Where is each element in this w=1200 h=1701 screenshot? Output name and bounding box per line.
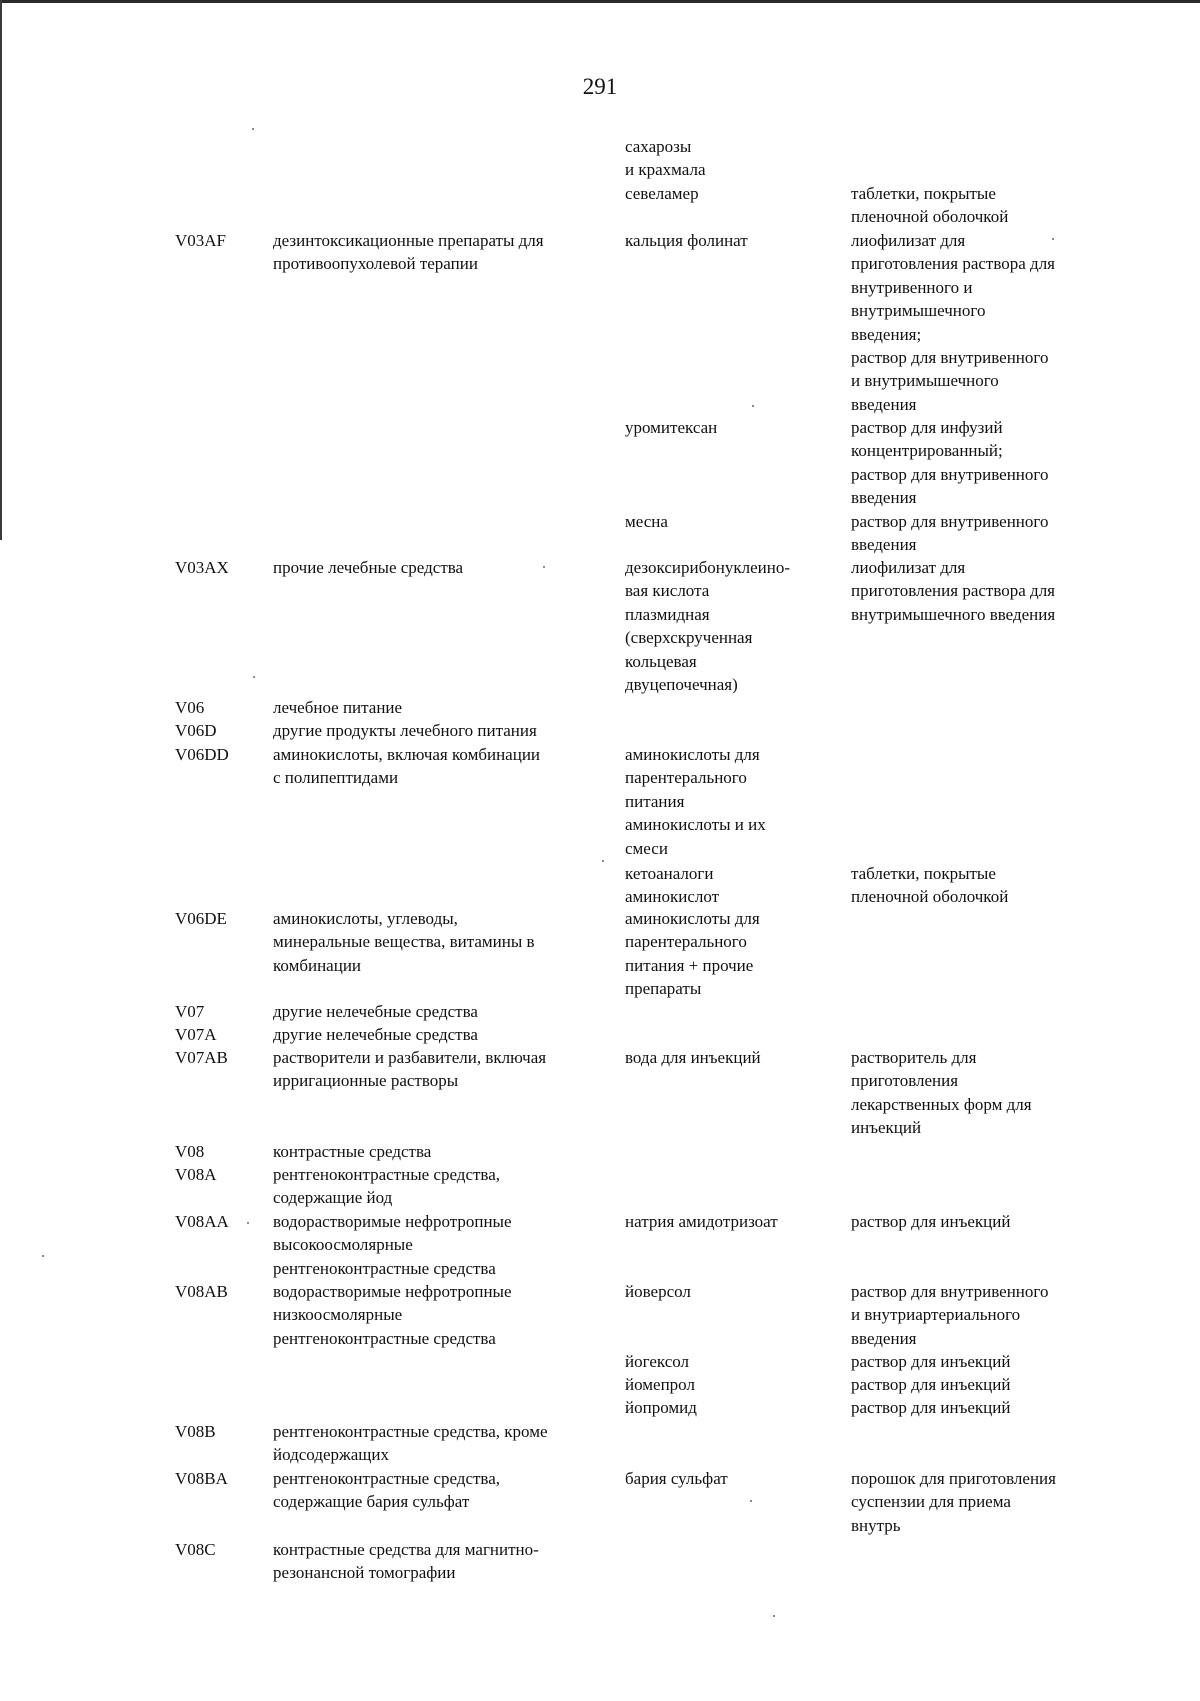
- dosage-form: раствор для внутривенного введения: [851, 512, 1049, 555]
- atc-code: V08AA: [175, 1212, 229, 1231]
- atc-code: V08BA: [175, 1469, 228, 1488]
- drug-name: уромитексан: [625, 418, 718, 437]
- dosage-form: раствор для инъекций: [851, 1398, 1011, 1417]
- anatomical-therapeutic-group: дезинтоксикационные препараты для противоопухолевой терапии: [273, 231, 544, 274]
- atc-code: V03AF: [175, 231, 227, 250]
- dosage-form: таблетки, покрытые пленочной оболочкой: [851, 864, 1009, 907]
- anatomical-therapeutic-group: аминокислоты, включая комбинации с полипептидами: [273, 745, 541, 788]
- anatomical-therapeutic-group: аминокислоты, углеводы, минеральные вещества, витамины в комбинации: [273, 909, 535, 975]
- scan-speck: [602, 860, 604, 862]
- atc-code: V08: [175, 1142, 205, 1161]
- atc-code: V07AB: [175, 1048, 228, 1067]
- scan-speck: [247, 1222, 249, 1224]
- page-number: 291: [582, 74, 618, 99]
- scan-top-border: [0, 0, 1200, 3]
- drug-name: аминокислоты для парентерального питания аминокислоты и их смеси: [625, 745, 766, 858]
- drug-name: кальция фолинат: [625, 231, 748, 250]
- dosage-form: раствор для инъекций: [851, 1375, 1011, 1394]
- anatomical-therapeutic-group: контрастные средства: [273, 1142, 432, 1161]
- scan-speck: [752, 405, 754, 407]
- atc-code: V08A: [175, 1165, 217, 1184]
- anatomical-therapeutic-group: прочие лечебные средства: [273, 558, 464, 577]
- drug-name: аминокислоты для парентерального питания + прочие препараты: [625, 909, 760, 999]
- drug-name: йомепрол: [625, 1375, 695, 1394]
- anatomical-therapeutic-group: другие нелечебные средства: [273, 1025, 478, 1044]
- anatomical-therapeutic-group: водорастворимые нефротропные низкоосмолярные рентгеноконтрастные средства: [273, 1282, 512, 1348]
- anatomical-therapeutic-group: рентгеноконтрастные средства, содержащие бария сульфат: [273, 1469, 501, 1512]
- scan-speck: [253, 676, 255, 678]
- atc-code: V06D: [175, 721, 217, 740]
- atc-code: V08B: [175, 1422, 216, 1441]
- dosage-form: раствор для инъекций: [851, 1212, 1011, 1231]
- drug-name: йогексол: [625, 1352, 690, 1371]
- scan-speck: [252, 128, 254, 130]
- scan-speck: [1052, 238, 1054, 240]
- drug-name: дезоксирибонуклеино- вая кислота плазмидная (сверхскрученная кольцевая двуцепочечная): [625, 558, 790, 695]
- atc-code: V07: [175, 1002, 205, 1021]
- atc-code: V08AB: [175, 1282, 228, 1301]
- scan-speck: [773, 1615, 775, 1617]
- drug-name: месна: [625, 512, 668, 531]
- anatomical-therapeutic-group: другие продукты лечебного питания: [273, 721, 537, 740]
- atc-code: V06: [175, 698, 205, 717]
- scan-speck: [750, 1500, 752, 1502]
- anatomical-therapeutic-group: другие нелечебные средства: [273, 1002, 478, 1021]
- dosage-form: таблетки, покрытые пленочной оболочкой: [851, 184, 1009, 227]
- atc-code: V06DE: [175, 909, 227, 928]
- drug-name: бария сульфат: [625, 1469, 728, 1488]
- dosage-form: лиофилизат для приготовления раствора для внутривенного и внутримышечного введения; раствор для внутривенного и внутримышечного введения: [851, 231, 1055, 414]
- anatomical-therapeutic-group: растворители и разбавители, включая ирригационные растворы: [273, 1048, 547, 1091]
- dosage-form: раствор для инфузий концентрированный; раствор для внутривенного введения: [851, 418, 1049, 508]
- scan-speck: [42, 1255, 44, 1257]
- drug-name: натрия амидотризоат: [625, 1212, 778, 1231]
- atc-code: V08C: [175, 1540, 216, 1559]
- atc-code: V06DD: [175, 745, 229, 764]
- dosage-form: раствор для внутривенного и внутриартериального введения: [851, 1282, 1049, 1348]
- anatomical-therapeutic-group: рентгеноконтрастные средства, содержащие йод: [273, 1165, 501, 1208]
- anatomical-therapeutic-group: контрастные средства для магнитно- резонансной томографии: [273, 1540, 539, 1583]
- drug-name: сахарозы и крахмала: [625, 137, 706, 180]
- drug-name: севеламер: [625, 184, 699, 203]
- atc-code: V03AX: [175, 558, 229, 577]
- dosage-form: раствор для инъекций: [851, 1352, 1011, 1371]
- anatomical-therapeutic-group: рентгеноконтрастные средства, кроме йодсодержащих: [273, 1422, 548, 1465]
- dosage-form: растворитель для приготовления лекарственных форм для инъекций: [851, 1048, 1032, 1138]
- anatomical-therapeutic-group: лечебное питание: [273, 698, 403, 717]
- anatomical-therapeutic-group: водорастворимые нефротропные высокоосмолярные рентгеноконтрастные средства: [273, 1212, 512, 1278]
- drug-name: йоверсол: [625, 1282, 691, 1301]
- drug-name: йопромид: [625, 1398, 697, 1417]
- dosage-form: порошок для приготовления суспензии для приема внутрь: [851, 1469, 1056, 1535]
- atc-code: V07A: [175, 1025, 217, 1044]
- scan-speck: [543, 566, 545, 568]
- drug-name: кетоаналоги аминокислот: [625, 864, 720, 907]
- drug-name: вода для инъекций: [625, 1048, 761, 1067]
- dosage-form: лиофилизат для приготовления раствора для внутримышечного введения: [851, 558, 1056, 624]
